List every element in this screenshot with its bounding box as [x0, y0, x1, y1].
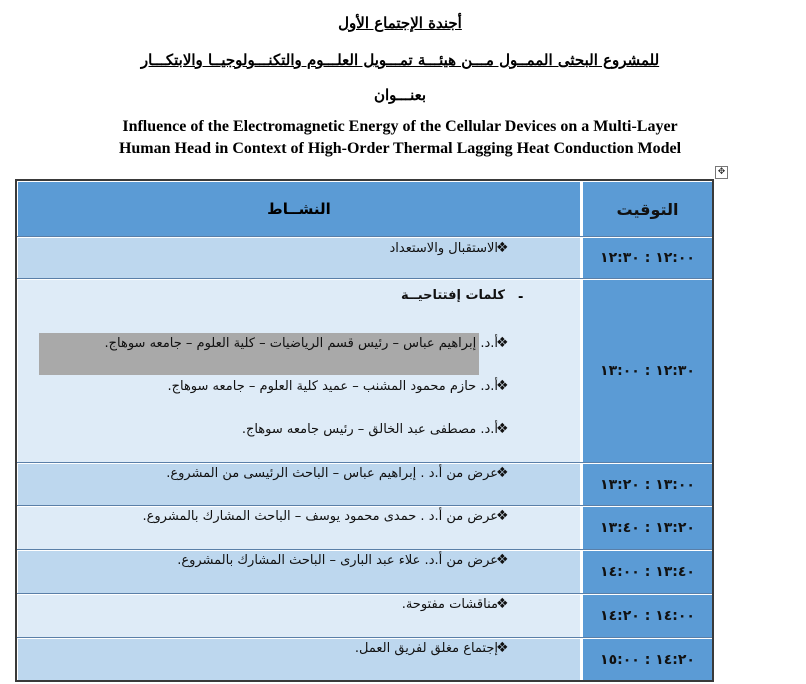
time-range: ١٣:٢٠ : ١٣:٤٠ [600, 520, 695, 536]
table-row [17, 237, 712, 279]
project-subtitle: للمشروع البحثى الممــول مـــن هيئـــة تمـــويل العلـــوم والتكنـــولوجيــا والابتكـــار [140, 51, 660, 69]
agenda-table [15, 179, 714, 682]
time-cell [583, 238, 712, 278]
table-row [17, 506, 712, 550]
speaker-item: أ.د. حازم محمود المشنب – عميد كلية العلوم – جامعه سوهاج. [167, 379, 498, 394]
bullet-icon: ❖ [496, 508, 509, 524]
bullet-icon: ❖ [496, 378, 509, 394]
speaker-item[interactable]: أ.د. إبراهيم عباس – رئيس قسم الرياضيات – كلية العلوم – جامعه سوهاج. [104, 336, 498, 351]
time-cell [583, 464, 712, 505]
time-range: ١٣:٠٠ : ١٣:٢٠ [600, 476, 695, 493]
bullet-icon: ❖ [496, 552, 509, 568]
activity-item: عرض من أ.د. علاء عبد البارى – الباحث المشارك بالمشروع. [177, 553, 498, 568]
header-time-cell [583, 182, 712, 236]
bullet-icon: ❖ [496, 640, 509, 656]
opening-remarks-heading: كلمات إفتتاحيــة [401, 288, 505, 303]
activity-item: إجتماع مغلق لفريق العمل. [354, 641, 498, 656]
english-title-line-1: Influence of the Electromagnetic Energy of the Cellular Devices on a Multi-Layer [122, 118, 678, 135]
activity-cell [18, 464, 580, 505]
activity-item: عرض من أ.د . إبراهيم عباس – الباحث الرئيسى من المشروع. [166, 466, 498, 481]
activity-cell [18, 238, 580, 278]
time-range: ١٢:٠٠ : ١٢:٣٠ [600, 250, 695, 266]
table-row [17, 279, 712, 463]
bullet-icon: ❖ [496, 335, 509, 351]
activity-cell [18, 551, 580, 593]
agenda-title: أجندة الإجتماع الأول [338, 14, 462, 32]
bullet-icon: ❖ [496, 465, 509, 481]
bullet-icon: ❖ [496, 240, 509, 256]
time-cell [583, 551, 712, 593]
activity-item: الاستقبال والاستعداد [389, 241, 498, 256]
time-cell [583, 280, 712, 462]
english-title-line-2: Human Head in Context of High-Order Thermal Lagging Heat Conduction Model [118, 140, 682, 157]
table-row [17, 638, 712, 680]
header-time-label: التوقيت [616, 199, 679, 219]
time-range: ١٤:٢٠ : ١٥:٠٠ [600, 651, 695, 668]
table-row [17, 463, 712, 506]
speaker-item: أ.د. مصطفى عبد الخالق – رئيس جامعه سوهاج. [241, 422, 498, 437]
time-range: ١٣:٤٠ : ١٤:٠٠ [600, 564, 695, 580]
activity-cell [18, 639, 580, 680]
bullet-icon: ❖ [496, 421, 509, 437]
header-activity-cell [18, 182, 580, 236]
activity-item: عرض من أ.د . حمدى محمود يوسف – الباحث المشارك بالمشروع. [142, 509, 498, 524]
time-cell [583, 639, 712, 680]
table-move-handle-icon[interactable]: ✥ [715, 166, 728, 179]
activity-cell [18, 595, 580, 637]
time-cell [583, 595, 712, 637]
activity-item: مناقشات مفتوحة. [401, 597, 498, 612]
header-activity-label: النشــاط [267, 200, 331, 218]
bullet-icon: ❖ [496, 596, 509, 612]
dash-marker: - [518, 290, 524, 305]
time-range: ١٤:٠٠ : ١٤:٢٠ [600, 608, 695, 624]
time-cell [583, 507, 712, 549]
table-header-row [17, 181, 712, 237]
table-row [17, 550, 712, 594]
activity-cell [18, 507, 580, 549]
activity-cell [18, 280, 580, 462]
time-range: ١٢:٣٠ : ١٣:٠٠ [600, 363, 695, 379]
titled-label: بعنـــوان [373, 86, 427, 104]
table-row [17, 594, 712, 638]
